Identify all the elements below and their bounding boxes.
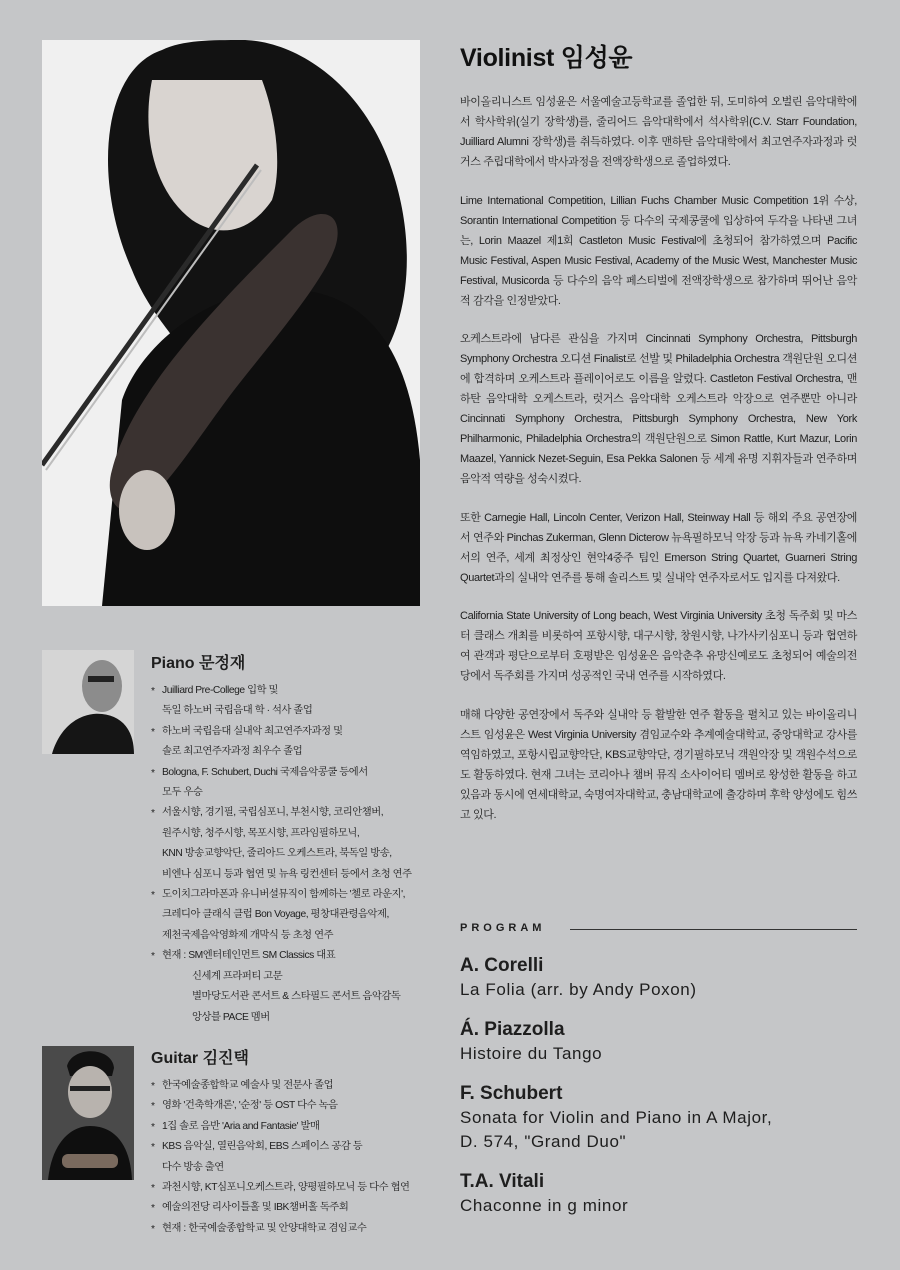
career-item: * 1집 솔로 음반 'Aria and Fantasie' 발매 — [151, 1117, 426, 1137]
composer-name: A. Corelli — [460, 955, 544, 976]
piece-title: Histoire du Tango — [460, 1044, 603, 1063]
bio-paragraph: California State University of Long beach, West Virginia University 초청 독주회 및 마스터 클래스 개최를 비롯하여 포항시향, 대구시향, 창원시향, 나가사키심포니 등과 협연하여 관객과 평단으로부터 호평받은 임성윤은 음악춘추 유망신예로도 초청되어 예술의전당에서 독주회를 가지며 성공적인 국내 연주를 시작하였다. — [460, 610, 857, 682]
career-item: * 예술의전당 리사이틀홀 및 IBK챔버홀 독주회 — [151, 1198, 426, 1218]
program-list — [460, 953, 857, 1233]
piece-title: Sonata for Violin and Piano in A Major, D. 574, "Grand Duo" — [460, 1108, 773, 1151]
program-work — [460, 1169, 857, 1218]
program-work — [460, 1081, 857, 1154]
pianist-title: Piano 문정재 — [151, 655, 246, 672]
guitarist-title: Guitar 김진택 — [151, 1050, 249, 1067]
career-item: * 도이치그라마폰과 유니버셜뮤직이 함께하는 '첼로 라운지', 크레디아 클래식 클럽 Bon Voyage, 평창대관령음악제, 제천국제음악영화제 개막식 등 초청 연주 — [151, 885, 426, 946]
career-item: * Bologna, F. Schubert, Duchi 국제음악콩쿨 등에서 모두 우승 — [151, 763, 426, 804]
piece-title: Chaconne in g minor — [460, 1196, 629, 1215]
bio-paragraph: 오케스트라에 남다른 관심을 가지며 Cincinnati Symphony Orchestra, Pittsburgh Symphony Orchestra 오디션 Finalist로 선발 및 Philadelphia Orchestra 객원단원 오디션에 합격하며 오케스트라 플레이어로도 이름을 알렸다. Castleton Festival Orchestra, 맨하탄 음악대학 오케스트라, 럿거스 음악대학 오케스트라 악장으로 연주뿐만 아니라 Cincinnati Symphony Orchestra, Pittsburgh Symphony Orchestra, New York Philharmonic, Philadelphia Orchestra의 객원단원으로 Simon Rattle, Kurt Mazur, Lorin Maazel, Yannick Nezet-Seguin, Esa Pekka Salonen 등 세계 유명 지휘자들과 연주하며 음악적 역량을 성숙시켰다. — [460, 333, 857, 485]
program-divider — [570, 929, 857, 930]
bio-paragraph: 바이올리니스트 임성윤은 서울예술고등학교를 졸업한 뒤, 도미하여 오벌린 음악대학에서 학사학위(실기 장학생)를, 줄리어드 음악대학에서 석사학위(C.V. Starr Foundation, Juilliard Alumni 장학생)를 취득하였다. 이후 맨하탄 음악대학에서 최고연주자과정과 럿거스 주립대학에서 박사과정을 전액장학생으로 졸업하였다. — [460, 96, 857, 168]
career-item: * 하노버 국립음대 실내악 최고연주자과정 및 솔로 최고연주자과정 최우수 졸업 — [151, 722, 426, 763]
career-item-continued: 별마당도서관 콘서트 & 스타필드 콘서트 음악감독 — [192, 991, 401, 1003]
career-item-continued: 앙상블 PACE 멤버 — [192, 1011, 270, 1023]
career-item: * 서울시향, 경기필, 국립심포니, 부천시향, 코리안챔버, 원주시향, 청주시향, 목포시향, 프라임필하모닉, KNN 방송교향악단, 줄리아드 오케스트라, 북독일 방송, 비엔나 심포니 등과 협연 및 뉴욕 링컨센터 등에서 초청 연주 — [151, 803, 426, 885]
program-work — [460, 1017, 857, 1066]
bio-paragraph: 매해 다양한 공연장에서 독주와 실내악 등 활발한 연주 활동을 펼치고 있는 바이올리니스트 임성윤은 West Virginia University 겸임교수와 추계예술대학교, 중앙대학교 강사를 역임하였고, 포항시립교향악단, KBS교향악단, 경기필하모닉 객원악장 및 객원수석으로도 활동하였다. 현재 그녀는 코리아나 챔버 뮤직 소사이어티 멤버로 왕성한 활동을 하고 있음과 동시에 연세대학교, 숙명여자대학교, 충남대학교에 출강하며 후학 양성에도 힘쓰고 있다. — [460, 708, 857, 821]
violinist-title: Violinist 임성윤 — [460, 44, 633, 72]
career-item: * Juilliard Pre-College 입학 및 독일 하노버 국립음대 학 · 석사 졸업 — [151, 681, 426, 722]
program-label: PROGRAM — [460, 922, 546, 934]
pianist-career-list — [151, 681, 426, 1028]
career-item: * KBS 음악실, 열린음악회, EBS 스페이스 공감 등 다수 방송 출연 — [151, 1137, 426, 1178]
program-work — [460, 953, 857, 1002]
bio-paragraph: Lime International Competition, Lillian Fuchs Chamber Music Competition 1위 수상, Sorantin International Competition 등 다수의 국제콩쿨에 입상하여 두각을 나타낸 그녀는, Lorin Maazel 제1회 Castleton Music Festival에 초청되어 참가하였으며 Pacific Music Festival, Aspen Music Festival, Academy of the Music West, Manchester Music Festival, Musicorda 등 다수의 음악 페스티벌에 전액장학생으로 참가하며 뛰어난 음악적 감각을 인정받았다. — [460, 194, 857, 307]
piece-title: La Folia (arr. by Andy Poxon) — [460, 980, 697, 999]
composer-name: T.A. Vitali — [460, 1171, 545, 1192]
violinist-bio — [460, 92, 857, 825]
program-header — [460, 919, 857, 939]
composer-name: Á. Piazzolla — [460, 1019, 565, 1040]
career-item-continued: 신세계 프라퍼티 고문 — [192, 970, 283, 982]
career-item: * 과천시향, KT심포니오케스트라, 양평필하모닉 등 다수 협연 — [151, 1178, 426, 1198]
bio-paragraph: 또한 Carnegie Hall, Lincoln Center, Verizon Hall, Steinway Hall 등 해외 주요 공연장에서 연주와 Pinchas Zukerman, Glenn Dicterow 뉴욕필하모닉 악장 등과 뉴욕 카네기홀에서의 연주, 세계 최정상인 현악4중주 팀인 Emerson String Quartet, Guarneri String Quartet과의 실내악 연주를 통해 솔리스트 및 실내악 연주자로서도 입지를 다져왔다. — [460, 511, 857, 584]
guitarist-photo — [42, 1046, 134, 1180]
career-item: * 현재 : SM엔터테인먼트 SM Classics 대표 — [151, 946, 426, 966]
pianist-photo — [42, 650, 134, 754]
guitarist-section — [151, 1045, 426, 1239]
composer-name: F. Schubert — [460, 1083, 563, 1104]
career-item: * 한국예술종합학교 예술사 및 전문사 졸업 — [151, 1076, 426, 1096]
guitarist-career-list — [151, 1076, 426, 1239]
career-item: * 현재 : 한국예술종합학교 및 안양대학교 겸임교수 — [151, 1219, 426, 1239]
violinist-photo — [42, 40, 420, 606]
violinist-section — [460, 38, 857, 843]
pianist-section — [151, 650, 426, 1028]
career-item: * 영화 '건축학개론', '순정' 등 OST 다수 녹음 — [151, 1096, 426, 1116]
